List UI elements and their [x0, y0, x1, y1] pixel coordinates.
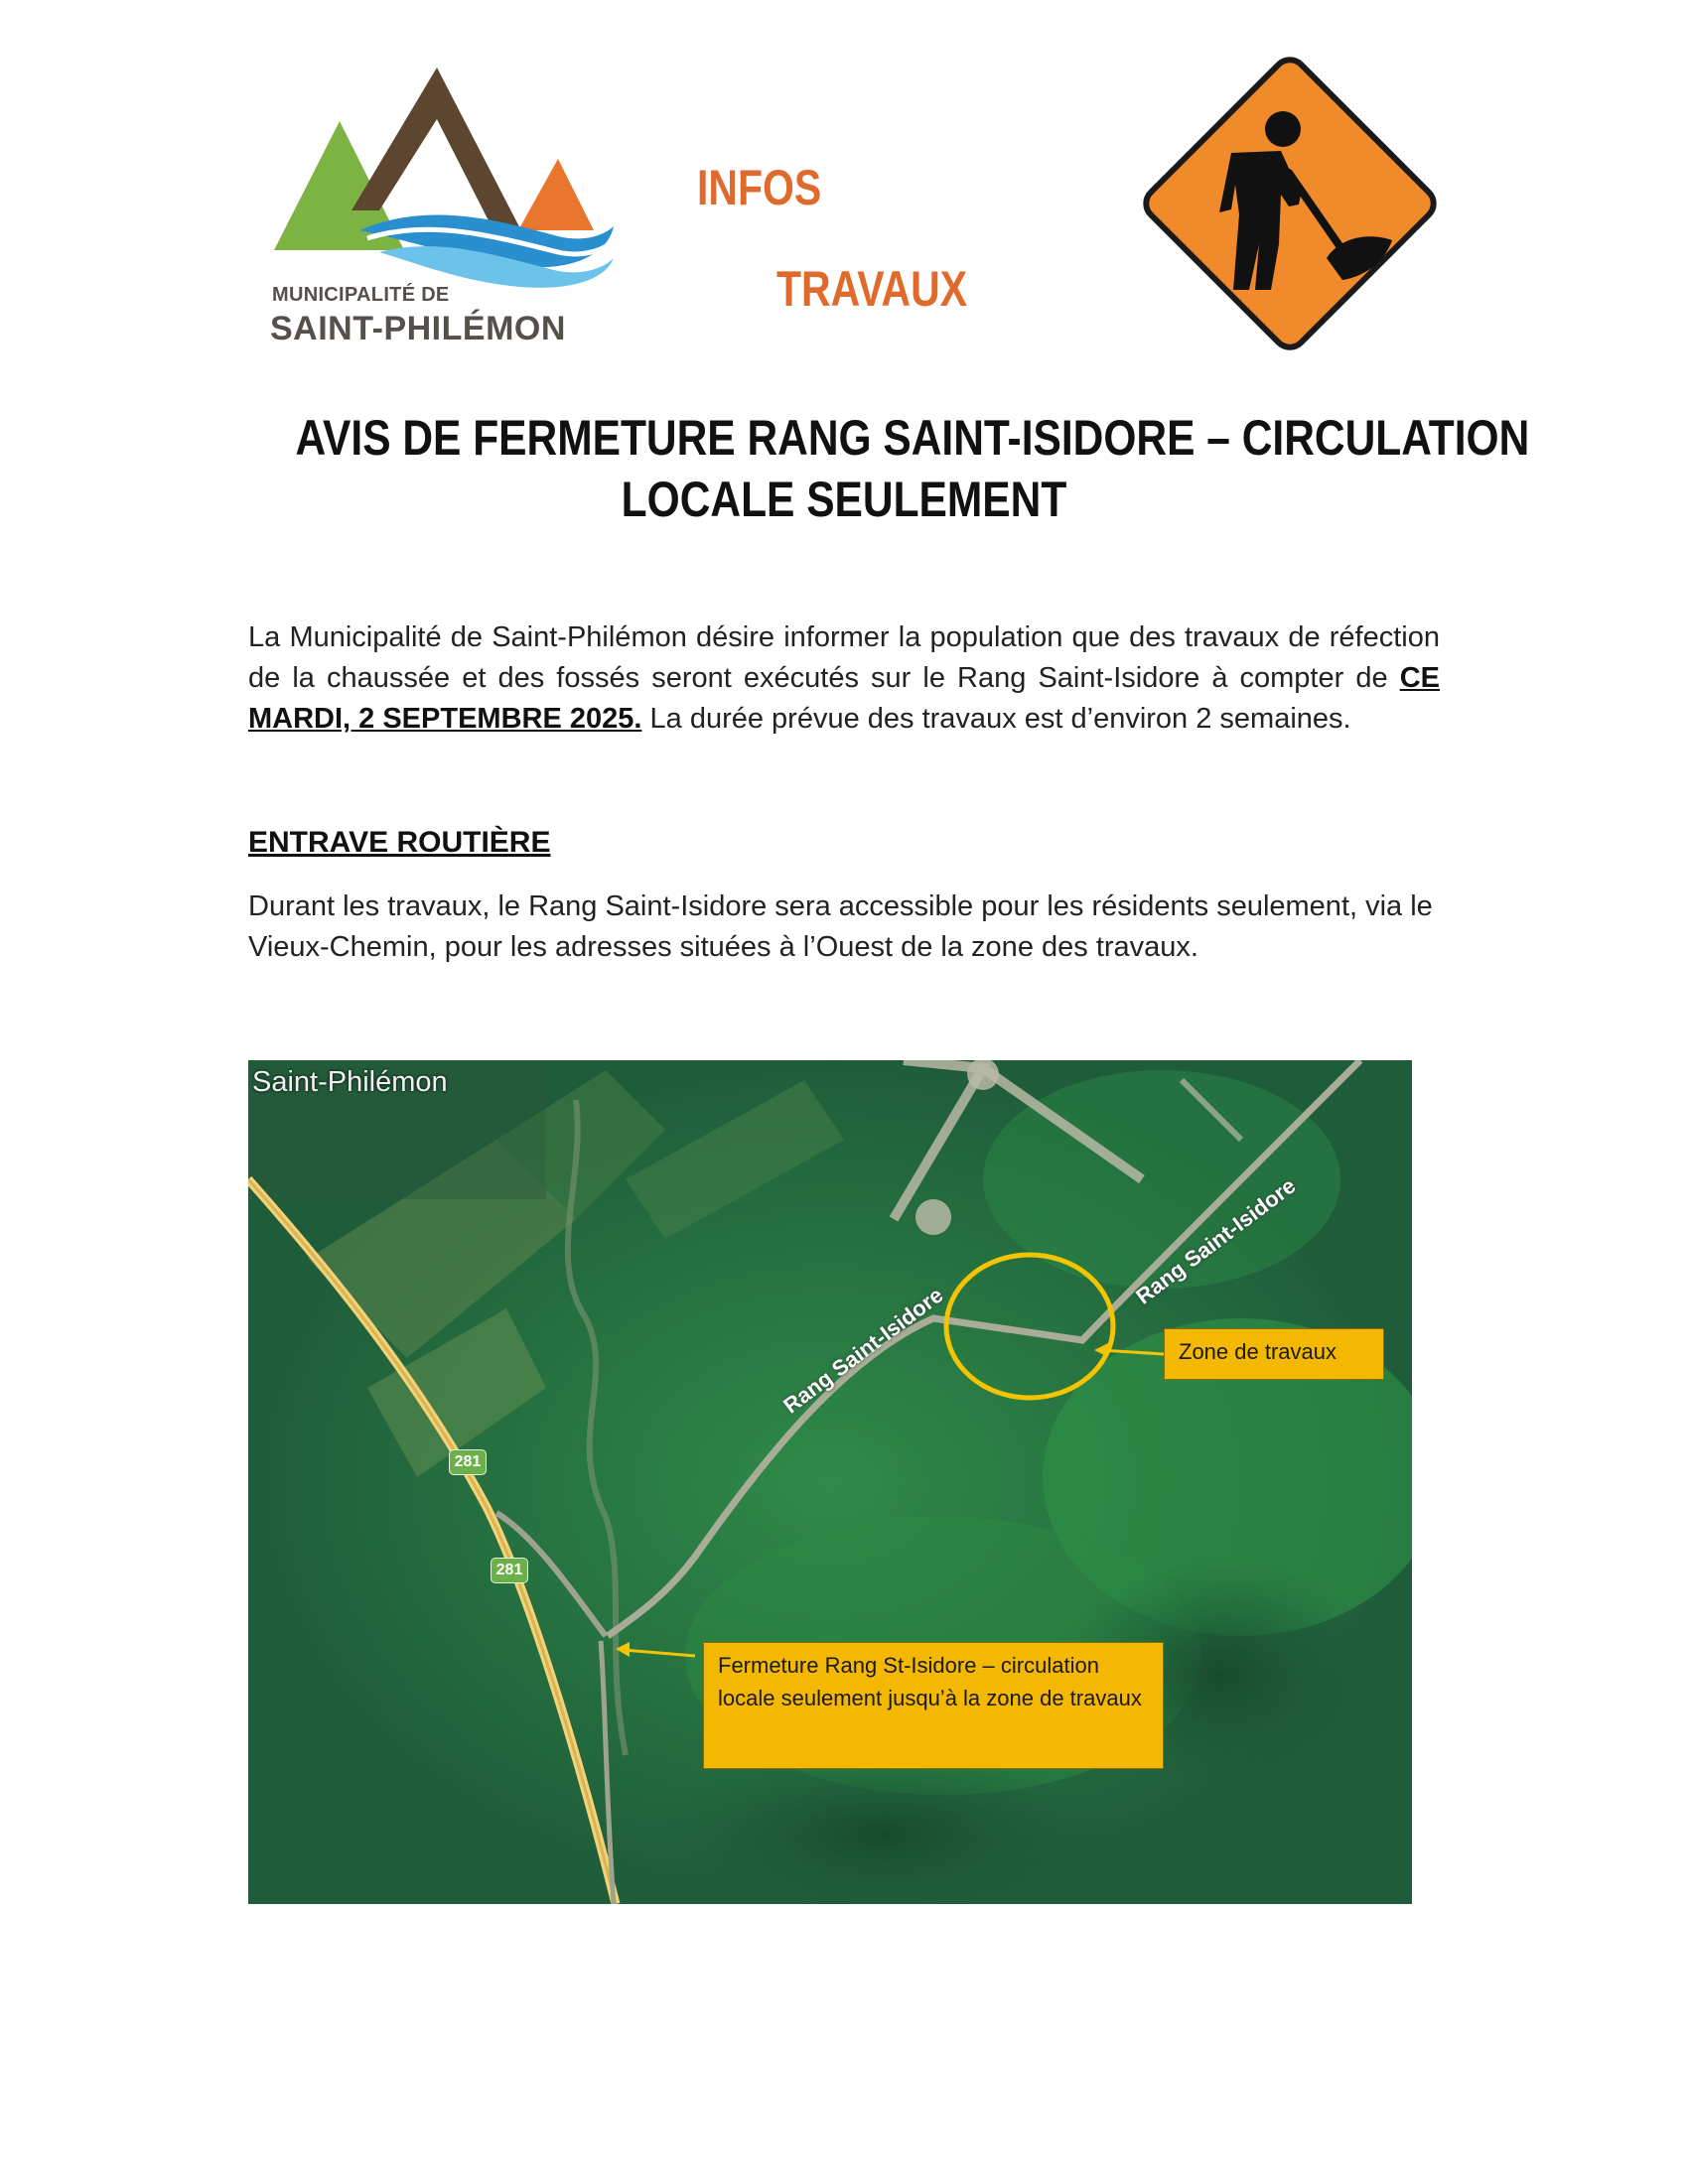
page-title-line-2: LOCALE SEULEMENT: [621, 472, 1067, 527]
callout-work-zone: Zone de travaux: [1164, 1328, 1384, 1380]
callout-road-closure: Fermeture Rang St-Isidore – circulation locale seulement jusqu’à la zone de travaux: [703, 1642, 1164, 1769]
logo-text-saint-philemon: SAINT-PHILÉMON: [270, 310, 566, 347]
satellite-map: [248, 1060, 1412, 1904]
intro-text-after: La durée prévue des travaux est d’environ 2 semaines.: [641, 703, 1351, 735]
map-town-label: Saint-Philémon: [252, 1066, 448, 1098]
section-heading: ENTRAVE ROUTIÈRE: [248, 826, 551, 859]
municipality-logo: [260, 62, 618, 349]
header-travaux: TRAVAUX: [776, 261, 968, 317]
road-label-east: Rang Saint-Isidore: [1131, 1172, 1301, 1309]
header-infos: INFOS: [697, 160, 822, 215]
worker-shovel-sign-icon: [1132, 46, 1448, 361]
logo-mountains-icon: [260, 62, 618, 290]
intro-text-before: La Municipalité de Saint-Philémon désire informer la population que des travaux de réfection de la chaussée et des fossés seront exécutés sur le Rang Saint-Isidore à compter de: [248, 621, 1440, 694]
intro-paragraph: [248, 617, 1440, 740]
logo-text-municipalite: MUNICIPALITÉ DE: [272, 284, 450, 306]
highway-shield-281-north: 281: [449, 1449, 487, 1475]
map-image: [248, 1060, 1412, 1904]
section-paragraph: Durant les travaux, le Rang Saint-Isidore sera accessible pour les résidents seulement, via le Vieux-Chemin, pour les adresses situées à l’Ouest de la zone des travaux.: [248, 890, 1433, 963]
date-highlight: CE MARDI, 2 SEPTEMBRE 2025.: [248, 662, 1440, 735]
page-title-line-1: AVIS DE FERMETURE RANG SAINT-ISIDORE – CIRCULATION: [295, 410, 1530, 466]
highway-shield-281-south: 281: [491, 1558, 528, 1583]
road-label-west: Rang Saint-Isidore: [778, 1282, 948, 1419]
